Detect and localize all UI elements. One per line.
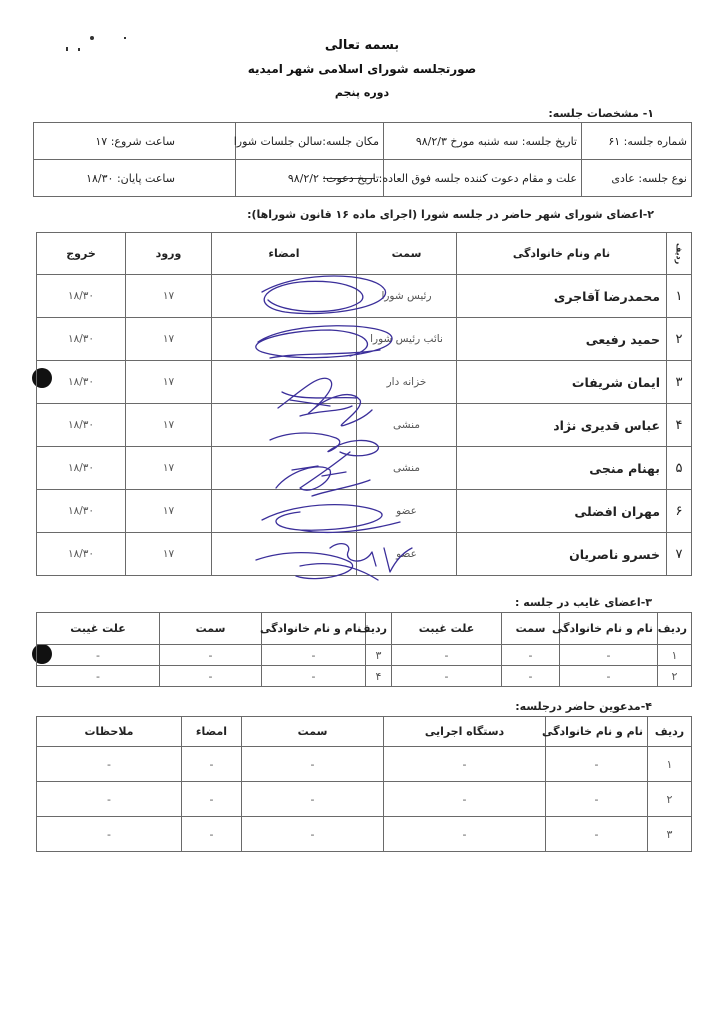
meeting-location: مکان جلسه:سالن جلسات شورا xyxy=(236,123,384,160)
exit-time: ۱۸/۳۰ xyxy=(37,490,126,533)
cell: - xyxy=(502,645,560,666)
signature-cell xyxy=(212,318,357,361)
member-name: خسرو ناصریان xyxy=(457,533,667,576)
cell: - xyxy=(160,666,262,687)
cell: - xyxy=(182,747,242,782)
cell: - xyxy=(384,817,546,852)
extraordinary-reason: علت و مقام دعوت کننده جلسه فوق العاده: xyxy=(384,160,582,197)
cell: - xyxy=(37,666,160,687)
table-row xyxy=(37,533,692,576)
section4-title: ۴-مدعوین حاضر درجلسه: xyxy=(515,700,652,713)
row-number: ۳ xyxy=(648,817,692,852)
col-name: نام و نام خانوادگی xyxy=(546,717,648,747)
member-role: منشی xyxy=(357,447,457,490)
member-role: عضو xyxy=(357,533,457,576)
signature-cell xyxy=(212,490,357,533)
member-name: ایمان شریفات xyxy=(457,361,667,404)
cell: - xyxy=(262,666,366,687)
col-role: سمت xyxy=(242,717,384,747)
col-agency: دستگاه اجرایی xyxy=(384,717,546,747)
col-signature: امضاء xyxy=(182,717,242,747)
entry-time: ۱۷ xyxy=(126,490,212,533)
table-row xyxy=(37,747,692,782)
col-exit: خروج xyxy=(37,233,126,275)
signature-cell xyxy=(212,275,357,318)
col-absence-reason: علت غیبت xyxy=(392,613,502,645)
table-row xyxy=(37,645,692,666)
absent-members-table xyxy=(36,612,692,687)
cell: - xyxy=(392,666,502,687)
signature-cell xyxy=(212,447,357,490)
cell: - xyxy=(37,645,160,666)
cell: - xyxy=(560,666,658,687)
col-absence-reason: علت غیبت xyxy=(37,613,160,645)
cell: - xyxy=(392,645,502,666)
col-name: نام ونام خانوادگی xyxy=(457,233,667,275)
exit-time: ۱۸/۳۰ xyxy=(37,275,126,318)
row-number: ۲ xyxy=(658,666,692,687)
table-row xyxy=(37,782,692,817)
col-role: سمت xyxy=(502,613,560,645)
member-name: محمدرضا آقاجری xyxy=(457,275,667,318)
entry-time: ۱۷ xyxy=(126,447,212,490)
meeting-type: نوع جلسه: عادی xyxy=(582,160,692,197)
meeting-details-table xyxy=(33,122,692,197)
cell: - xyxy=(546,782,648,817)
member-role: منشی xyxy=(357,404,457,447)
member-role: عضو xyxy=(357,490,457,533)
member-name: مهران افضلی xyxy=(457,490,667,533)
col-row: ردیف xyxy=(658,613,692,645)
exit-time: ۱۸/۳۰ xyxy=(37,447,126,490)
col-name: نام و نام خانوادگی xyxy=(560,613,658,645)
invite-date: تاریخ دعوت: ۹۸/۲/۲ xyxy=(236,160,384,197)
entry-time: ۱۷ xyxy=(126,361,212,404)
table-row xyxy=(37,361,692,404)
table-row xyxy=(37,447,692,490)
cell: - xyxy=(242,782,384,817)
cell: - xyxy=(560,645,658,666)
row-number: ۱ xyxy=(658,645,692,666)
cell: - xyxy=(182,817,242,852)
row-number: ۱ xyxy=(648,747,692,782)
row-number: ۳ xyxy=(667,361,692,404)
table-row xyxy=(37,318,692,361)
member-role: نائب رئیس شورا xyxy=(357,318,457,361)
entry-time: ۱۷ xyxy=(126,404,212,447)
col-role: سمت xyxy=(357,233,457,275)
col-name: نام و نام خانوادگی xyxy=(262,613,366,645)
cell: - xyxy=(37,747,182,782)
table-row xyxy=(37,490,692,533)
cell: - xyxy=(37,782,182,817)
section3-title: ۳-اعضای غایب در جلسه : xyxy=(514,596,652,609)
member-name: حمید رفیعی xyxy=(457,318,667,361)
row-number: ۱ xyxy=(667,275,692,318)
cell: - xyxy=(262,645,366,666)
col-signature: امضاء xyxy=(212,233,357,275)
row-number: ۴ xyxy=(667,404,692,447)
cell: - xyxy=(37,817,182,852)
member-role: رئیس شورا xyxy=(357,275,457,318)
signature-cell xyxy=(212,533,357,576)
row-number: ۳ xyxy=(366,645,392,666)
cell: - xyxy=(384,782,546,817)
col-role: سمت xyxy=(160,613,262,645)
table-row xyxy=(37,817,692,852)
cell: - xyxy=(242,817,384,852)
meeting-date: تاریخ جلسه: سه شنبه مورخ ۹۸/۲/۳ xyxy=(384,123,582,160)
member-role: خزانه دار xyxy=(357,361,457,404)
exit-time: ۱۸/۳۰ xyxy=(37,361,126,404)
entry-time: ۱۷ xyxy=(126,533,212,576)
cell: - xyxy=(160,645,262,666)
exit-time: ۱۸/۳۰ xyxy=(37,318,126,361)
member-name: بهنام منجی xyxy=(457,447,667,490)
table-row xyxy=(37,666,692,687)
page-title: صورتجلسه شورای اسلامی شهر امیدیه xyxy=(247,62,477,76)
entry-time: ۱۷ xyxy=(126,275,212,318)
col-row: ردیف xyxy=(667,233,692,275)
col-entry: ورود xyxy=(126,233,212,275)
col-row: ردیف xyxy=(366,613,392,645)
end-time: ساعت پایان: ۱۸/۳۰ xyxy=(34,160,236,197)
basmala: بسمه تعالی xyxy=(324,38,400,53)
row-number: ۶ xyxy=(667,490,692,533)
cell: - xyxy=(384,747,546,782)
exit-time: ۱۸/۳۰ xyxy=(37,533,126,576)
member-name: عباس قدیری نژاد xyxy=(457,404,667,447)
exit-time: ۱۸/۳۰ xyxy=(37,404,126,447)
row-number: ۵ xyxy=(667,447,692,490)
signature-cell xyxy=(212,404,357,447)
cell: - xyxy=(242,747,384,782)
present-members-table xyxy=(36,232,692,576)
row-number: ۲ xyxy=(667,318,692,361)
cell: - xyxy=(546,747,648,782)
row-number: ۲ xyxy=(648,782,692,817)
entry-time: ۱۷ xyxy=(126,318,212,361)
meeting-number: شماره جلسه: ۶۱ xyxy=(582,123,692,160)
section1-title: ۱- مشخصات جلسه: xyxy=(548,107,654,120)
signature-cell xyxy=(212,361,357,404)
table-row xyxy=(37,404,692,447)
term-label: دوره پنجم xyxy=(334,86,390,99)
cell: - xyxy=(546,817,648,852)
row-number: ۴ xyxy=(366,666,392,687)
invitees-table xyxy=(36,716,692,852)
row-number: ۷ xyxy=(667,533,692,576)
cell: - xyxy=(182,782,242,817)
section2-title: ۲-اعضای شورای شهر حاضر در جلسه شورا (اجرای ماده ۱۶ قانون شوراها): xyxy=(247,208,654,221)
table-row xyxy=(37,275,692,318)
start-time: ساعت شروع: ۱۷ xyxy=(34,123,236,160)
cell: - xyxy=(502,666,560,687)
col-remarks: ملاحظات xyxy=(37,717,182,747)
col-row: ردیف xyxy=(648,717,692,747)
